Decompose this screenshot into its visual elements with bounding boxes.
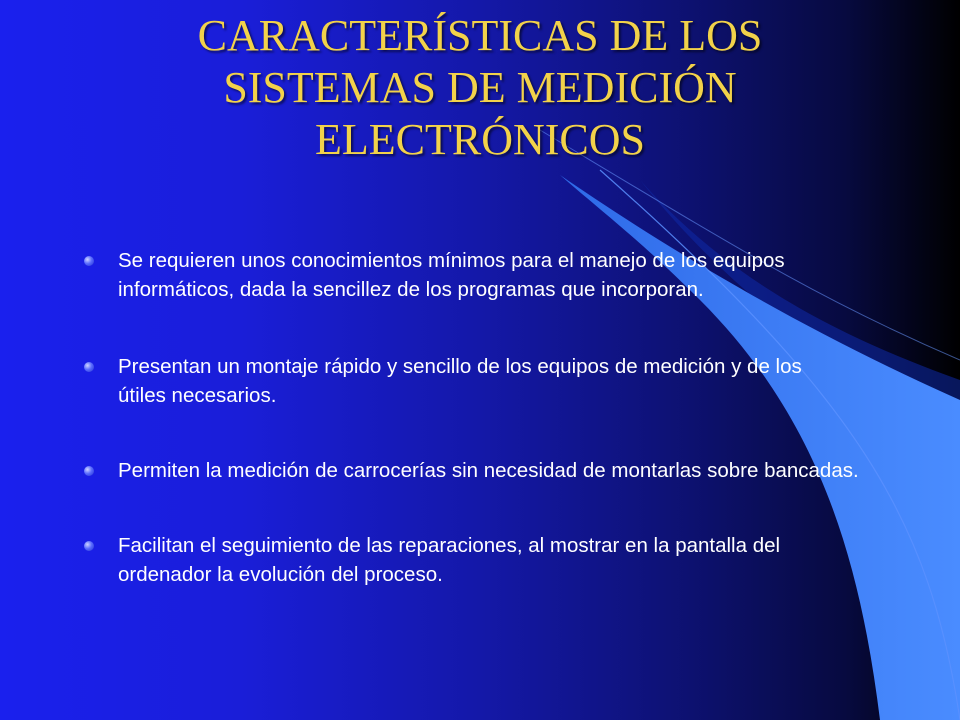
title-line: CARACTERÍSTICAS DE LOS — [197, 11, 763, 60]
bullet-item — [78, 352, 818, 410]
title-line: SISTEMAS DE MEDICIÓN — [223, 63, 737, 112]
bullet-text: Facilitan el seguimiento de las reparaciones, al mostrar en la pantalla del ordenador la evolución del proceso. — [118, 534, 781, 586]
slide-title — [150, 10, 810, 166]
bullet-item — [78, 456, 878, 485]
bullet-item — [78, 246, 858, 304]
bullet-dot-icon — [84, 256, 94, 266]
bullet-text: Se requieren unos conocimientos mínimos para el manejo de los equipos informáticos, dada la sencillez de los programas que incorporan. — [118, 249, 785, 301]
bullet-text: Permiten la medición de carrocerías sin necesidad de montarlas sobre bancadas. — [118, 459, 859, 482]
bullet-item — [78, 531, 858, 589]
bullet-list — [78, 246, 868, 589]
bullet-dot-icon — [84, 541, 94, 551]
bullet-dot-icon — [84, 466, 94, 476]
bullet-text: Presentan un montaje rápido y sencillo de los equipos de medición y de los útiles necesarios. — [118, 355, 802, 407]
title-line: ELECTRÓNICOS — [315, 115, 645, 164]
bullet-dot-icon — [84, 362, 94, 372]
